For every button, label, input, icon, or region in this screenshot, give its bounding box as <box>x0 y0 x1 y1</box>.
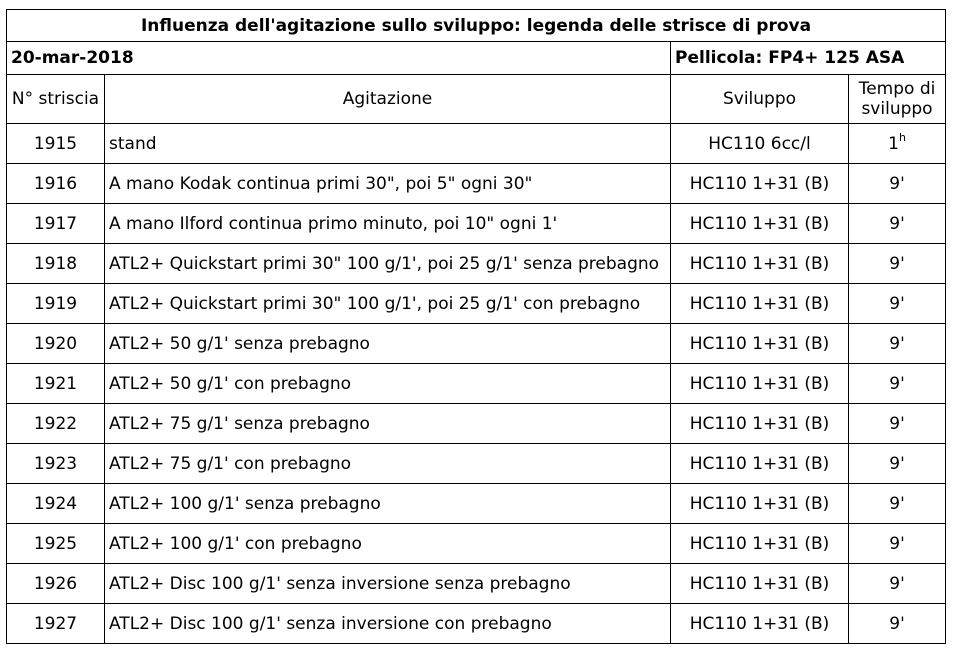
development-time-cell <box>849 564 946 604</box>
agitation-cell: ATL2+ 75 g/1' con prebagno <box>105 444 671 484</box>
strip-number-cell: 1923 <box>7 444 105 484</box>
agitation-cell: ATL2+ 50 g/1' senza prebagno <box>105 324 671 364</box>
development-time-cell <box>849 364 946 404</box>
development-time-cell <box>849 524 946 564</box>
strip-number-cell: 1915 <box>7 124 105 164</box>
development-cell: HC110 1+31 (B) <box>671 204 849 244</box>
agitation-cell: ATL2+ 100 g/1' senza prebagno <box>105 484 671 524</box>
header-strip-number: N° striscia <box>7 75 105 124</box>
development-time-cell <box>849 204 946 244</box>
table-row <box>7 124 946 164</box>
development-time-value: 9' <box>889 613 905 634</box>
legend-table <box>6 9 946 644</box>
development-time-value: 9' <box>889 453 905 474</box>
development-cell: HC110 1+31 (B) <box>671 404 849 444</box>
strip-number-cell: 1920 <box>7 324 105 364</box>
agitation-cell: ATL2+ Disc 100 g/1' senza inversione con prebagno <box>105 604 671 644</box>
agitation-cell: ATL2+ 50 g/1' con prebagno <box>105 364 671 404</box>
development-cell: HC110 1+31 (B) <box>671 484 849 524</box>
table-row <box>7 244 946 284</box>
development-time-cell <box>849 404 946 444</box>
table-row <box>7 164 946 204</box>
development-time-cell <box>849 444 946 484</box>
development-cell: HC110 1+31 (B) <box>671 364 849 404</box>
development-time-value: 9' <box>889 253 905 274</box>
development-time-value: 9' <box>889 333 905 354</box>
development-time-cell <box>849 324 946 364</box>
development-cell: HC110 1+31 (B) <box>671 604 849 644</box>
development-time-value: 9' <box>889 573 905 594</box>
development-cell: HC110 1+31 (B) <box>671 564 849 604</box>
header-development-time-line1: Tempo di <box>858 79 936 99</box>
development-cell: HC110 1+31 (B) <box>671 164 849 204</box>
development-cell: HC110 1+31 (B) <box>671 444 849 484</box>
table-row <box>7 364 946 404</box>
agitation-cell: ATL2+ 75 g/1' senza prebagno <box>105 404 671 444</box>
development-time-cell <box>849 244 946 284</box>
development-time-cell <box>849 604 946 644</box>
strip-number-cell: 1926 <box>7 564 105 604</box>
strip-number-cell: 1924 <box>7 484 105 524</box>
agitation-cell: A mano Ilford continua primo minuto, poi 10" ogni 1' <box>105 204 671 244</box>
development-cell: HC110 1+31 (B) <box>671 524 849 564</box>
agitation-cell: ATL2+ Quickstart primi 30" 100 g/1', poi 25 g/1' senza prebagno <box>105 244 671 284</box>
sheet-title: Influenza dell'agitazione sullo sviluppo: legenda delle strisce di prova <box>7 10 946 42</box>
development-time-cell <box>849 284 946 324</box>
table-row <box>7 404 946 444</box>
development-time-value: 9' <box>889 293 905 314</box>
strip-number-cell: 1916 <box>7 164 105 204</box>
development-cell: HC110 1+31 (B) <box>671 324 849 364</box>
table-row <box>7 444 946 484</box>
development-time-value: 9' <box>889 173 905 194</box>
table-row <box>7 564 946 604</box>
development-time-cell <box>849 124 946 164</box>
header-development: Sviluppo <box>671 75 849 124</box>
table-row <box>7 284 946 324</box>
development-time-value: 1 <box>888 133 899 154</box>
strip-number-cell: 1918 <box>7 244 105 284</box>
strip-number-cell: 1919 <box>7 284 105 324</box>
development-time-unit: h <box>898 130 906 144</box>
development-cell: HC110 6cc/l <box>671 124 849 164</box>
development-time-value: 9' <box>889 493 905 514</box>
strip-number-cell: 1922 <box>7 404 105 444</box>
development-time-value: 9' <box>889 533 905 554</box>
development-cell: HC110 1+31 (B) <box>671 244 849 284</box>
agitation-cell: ATL2+ 100 g/1' con prebagno <box>105 524 671 564</box>
strip-number-cell: 1917 <box>7 204 105 244</box>
film-label: Pellicola: FP4+ 125 ASA <box>671 42 946 75</box>
table-row <box>7 484 946 524</box>
development-time-cell <box>849 164 946 204</box>
development-time-value: 9' <box>889 413 905 434</box>
table-row <box>7 604 946 644</box>
development-time-value: 9' <box>889 213 905 234</box>
development-cell: HC110 1+31 (B) <box>671 284 849 324</box>
agitation-cell: A mano Kodak continua primi 30", poi 5" ogni 30" <box>105 164 671 204</box>
strip-number-cell: 1925 <box>7 524 105 564</box>
table-row <box>7 524 946 564</box>
table-row <box>7 204 946 244</box>
strip-number-cell: 1927 <box>7 604 105 644</box>
header-development-time <box>849 75 946 124</box>
table-row <box>7 324 946 364</box>
development-time-value: 9' <box>889 373 905 394</box>
agitation-cell: ATL2+ Quickstart primi 30" 100 g/1', poi 25 g/1' con prebagno <box>105 284 671 324</box>
sheet-date: 20-mar-2018 <box>7 42 671 75</box>
header-agitation: Agitazione <box>105 75 671 124</box>
strip-number-cell: 1921 <box>7 364 105 404</box>
header-development-time-line2: sviluppo <box>861 99 933 119</box>
agitation-cell: ATL2+ Disc 100 g/1' senza inversione senza prebagno <box>105 564 671 604</box>
development-time-cell <box>849 484 946 524</box>
agitation-cell: stand <box>105 124 671 164</box>
